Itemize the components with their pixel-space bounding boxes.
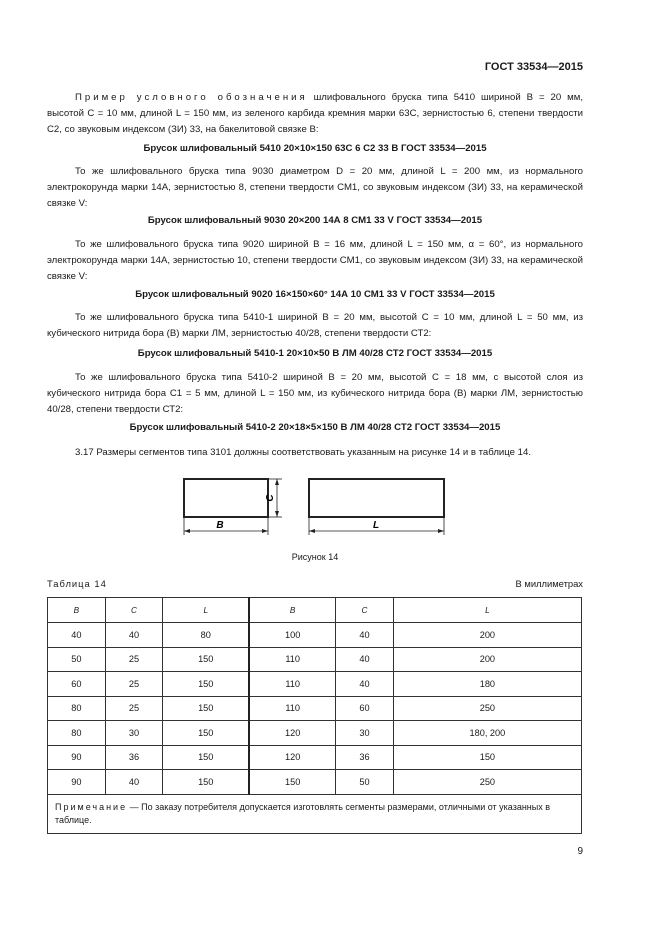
label-b: B: [216, 520, 224, 531]
table-cell: 40: [105, 623, 163, 648]
table-cell: 90: [48, 745, 106, 770]
table-cell: 80: [48, 721, 106, 746]
table-cell: 60: [336, 696, 394, 721]
table-cell: 25: [105, 647, 163, 672]
table-cell: 40: [336, 647, 394, 672]
designation-1: Брусок шлифовальный 5410 20×10×150 63С 6 С2 33 В ГОСТ 33534—2015: [143, 143, 487, 154]
note-text: — По заказу потребителя допускается изготовлять сегменты размерами, отличными от указанных в таблице.: [55, 801, 551, 825]
paragraph-4-text: То же шлифовального бруска типа 5410-1 шириной B = 20 мм, высотой C = 10 мм, длиной L = 50 мм, из кубического нитрида бора (В) марки ЛМ, зернистостью 40/28, степени твердости СТ2:: [47, 312, 583, 339]
table-label: Таблица 14: [47, 578, 107, 589]
table-cell: 50: [48, 647, 106, 672]
figure-14-drawing: [170, 468, 460, 540]
example-paragraph: [47, 90, 583, 138]
table-header-row: [48, 598, 582, 623]
table-cell: 150: [163, 770, 249, 795]
segment-front-view: [184, 479, 268, 517]
header-b-1: B: [48, 598, 106, 623]
table-cell: 60: [48, 672, 106, 697]
table-note: [48, 794, 582, 833]
table-cell: 180, 200: [393, 721, 581, 746]
table-row: [48, 770, 582, 795]
table-cell: 150: [163, 745, 249, 770]
table-cell: 150: [163, 647, 249, 672]
table-cell: 50: [336, 770, 394, 795]
table-cell: 25: [105, 672, 163, 697]
table-row: [48, 696, 582, 721]
paragraph-3: [47, 237, 583, 285]
table-note-row: [48, 794, 582, 833]
table-cell: 150: [249, 770, 335, 795]
designation-4: Брусок шлифовальный 5410-1 20×10×50 В ЛМ 40/28 СТ2 ГОСТ 33534—2015: [137, 348, 493, 359]
table-cell: 110: [249, 696, 335, 721]
standard-header: ГОСТ 33534—2015: [484, 61, 583, 73]
paragraph-2-text: То же шлифовального бруска типа 9030 диаметром D = 20 мм, длиной L = 200 мм, из нормального электрокорунда марки 14А, зернистостью 8, степени твердости СМ1, со звуковым индексом (ЗИ) 33, на керамической связке V:: [47, 166, 583, 209]
example-label: Пример условного обозначения: [75, 92, 308, 103]
table-cell: 200: [393, 647, 581, 672]
header-l-2: L: [393, 598, 581, 623]
paragraph-5: [47, 370, 583, 418]
table-cell: 150: [393, 745, 581, 770]
table-cell: 100: [249, 623, 335, 648]
table-cell: 40: [48, 623, 106, 648]
table-cell: 36: [336, 745, 394, 770]
label-c: C: [265, 494, 276, 502]
figure-caption: Рисунок 14: [291, 552, 339, 562]
table-cell: 40: [336, 672, 394, 697]
note-label: Примечание: [55, 801, 128, 812]
paragraph-5-text: То же шлифовального бруска типа 5410-2 шириной B = 20 мм, высотой C = 18 мм, с высотой слоя из кубического нитрида бора C1 = 5 мм, длиной L = 150 мм, из кубического нитрида бора (В) марки ЛМ, зернистостью 40/28, степени твердости СТ2:: [47, 372, 583, 415]
paragraph-3-text: То же шлифовального бруска типа 9020 шириной B = 16 мм, длиной L = 150 мм, α = 60°, из нормального электрокорунда марки 14А, зернистостью 10, степени твердости СМ1, со звуковым индексом (ЗИ) 33, на керамической связке V:: [47, 239, 583, 282]
segment-side-view: [309, 479, 444, 517]
dimensions-table: [47, 597, 582, 834]
designation-2: Брусок шлифовальный 9030 20×200 14А 8 СМ1 33 V ГОСТ 33534—2015: [147, 215, 483, 226]
table-row: [48, 623, 582, 648]
table-cell: 150: [163, 696, 249, 721]
table-cell: 150: [163, 721, 249, 746]
table-cell: 80: [163, 623, 249, 648]
table-cell: 250: [393, 696, 581, 721]
table-cell: 180: [393, 672, 581, 697]
header-l-1: L: [163, 598, 249, 623]
designation-3: Брусок шлифовальный 9020 16×150×60° 14А 10 СМ1 33 V ГОСТ 33534—2015: [135, 289, 495, 300]
table-row: [48, 672, 582, 697]
example-text: шлифовального бруска типа 5410 шириной B = 20 мм, высотой C = 10 мм, длиной L = 150 мм, из зеленого карбида кремния марки 63С, зернистостью 6, степени твердости С2, со звуковым индексом (ЗИ) 33, на бакелитовой связке В:: [47, 92, 583, 135]
paragraph-2: [47, 164, 583, 212]
page-number: 9: [577, 846, 583, 857]
paragraph-4: [47, 310, 583, 342]
header-b-2: B: [249, 598, 335, 623]
table-cell: 25: [105, 696, 163, 721]
table-row: [48, 647, 582, 672]
clause-3-17-text: 3.17 Размеры сегментов типа 3101 должны соответствовать указанным на рисунке 14 и в таблице 14.: [75, 447, 532, 458]
header-c-2: C: [336, 598, 394, 623]
table-cell: 120: [249, 745, 335, 770]
table-row: [48, 721, 582, 746]
table-units: В миллиметрах: [515, 578, 583, 589]
table-cell: 30: [105, 721, 163, 746]
table-cell: 36: [105, 745, 163, 770]
table-cell: 80: [48, 696, 106, 721]
table-cell: 200: [393, 623, 581, 648]
table-cell: 40: [336, 623, 394, 648]
label-l: L: [372, 520, 380, 531]
table-row: [48, 745, 582, 770]
table-cell: 150: [163, 672, 249, 697]
header-c-1: C: [105, 598, 163, 623]
table-cell: 40: [105, 770, 163, 795]
table-cell: 110: [249, 672, 335, 697]
clause-3-17: [47, 445, 583, 461]
designation-5: Брусок шлифовальный 5410-2 20×18×5×150 В ЛМ 40/28 СТ2 ГОСТ 33534—2015: [129, 422, 501, 433]
table-cell: 30: [336, 721, 394, 746]
table-cell: 120: [249, 721, 335, 746]
table-cell: 90: [48, 770, 106, 795]
table-cell: 110: [249, 647, 335, 672]
table-cell: 250: [393, 770, 581, 795]
